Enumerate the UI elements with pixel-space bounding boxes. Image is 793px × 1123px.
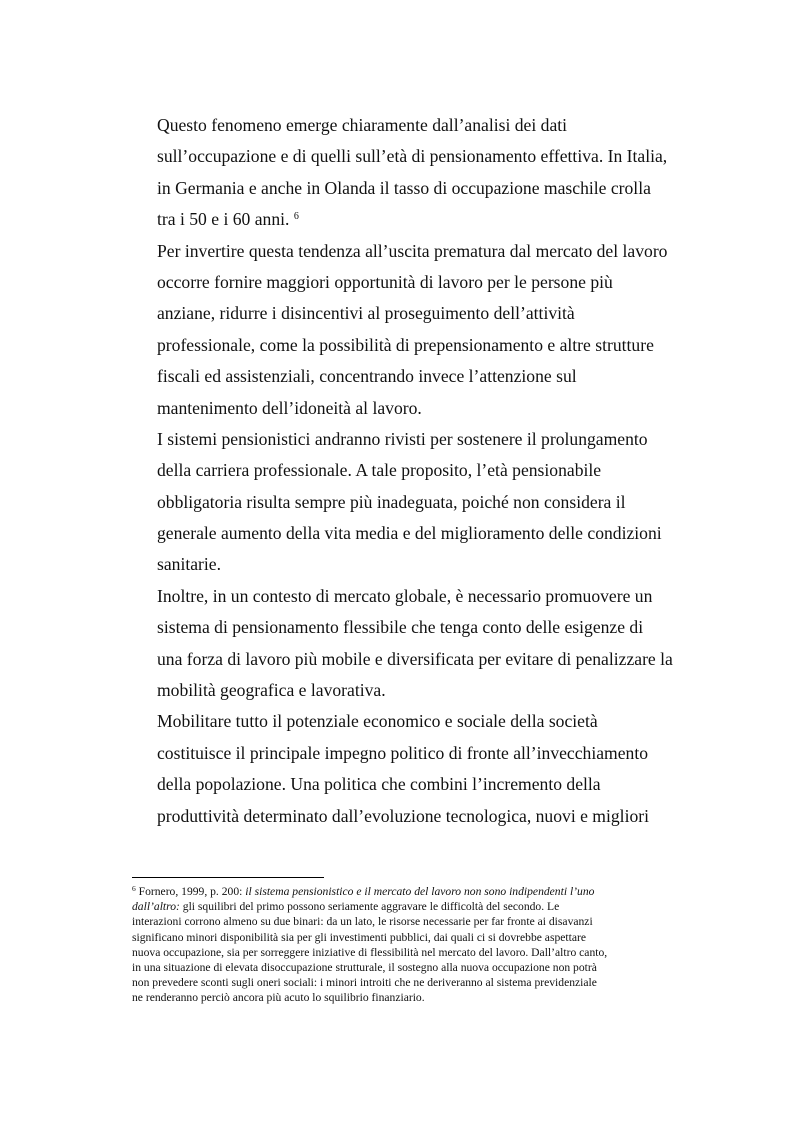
footnote-reference[interactable]: 6 (293, 211, 299, 223)
footnote-line: interazioni corrono almeno su due binari: da un lato, le risorse necessarie per far fronte ai disavanzi (132, 915, 593, 929)
body-line-text: tra i 50 e i 60 anni. (157, 209, 290, 230)
body-line: Inoltre, in un contesto di mercato globale, è necessario promuovere un (157, 585, 653, 606)
footnote (132, 884, 692, 1006)
body-line: professionale, come la possibilità di prepensionamento e altre strutture (157, 334, 654, 355)
body-line: mantenimento dell’idoneità al lavoro. (157, 397, 422, 418)
footnote-line: non prevedere sconti sugli oneri sociali: i minori introiti che ne deriveranno al sistema previdenziale (132, 976, 597, 990)
footnote-line: ne renderanno perciò ancora più acuto lo squilibrio finanziario. (132, 991, 425, 1005)
body-line: fiscali ed assistenziali, concentrando invece l’attenzione sul (157, 366, 577, 387)
body-line: occorre fornire maggiori opportunità di lavoro per le persone più (157, 271, 613, 292)
footnote-line (132, 899, 692, 914)
body-line: costituisce il principale impegno politico di fronte all’invecchiamento (157, 742, 649, 763)
body-line: sistema di pensionamento flessibile che tenga conto delle esigenze di (157, 617, 644, 638)
footnote-line: in una situazione di elevata disoccupazione strutturale, il sostegno alla nuova occupazione non potrà (132, 960, 597, 974)
body-line: Questo fenomeno emerge chiaramente dall’analisi dei dati (157, 115, 568, 135)
footnote-citation: Fornero, 1999, p. 200: (135, 885, 246, 898)
body-line: della popolazione. Una politica che combini l’incremento della (157, 774, 601, 795)
footnote-line: nuova occupazione, sia per sorreggere iniziative di flessibilità nel mercato del lavoro. Dall’altro canto, (132, 945, 608, 959)
body-line: Per invertire questa tendenza all’uscita prematura dal mercato del lavoro (157, 240, 668, 261)
body-line: della carriera professionale. A tale proposito, l’età pensionabile (157, 460, 602, 481)
footnote-line (132, 884, 692, 899)
body-line: I sistemi pensionistici andranno rivisti per sostenere il prolungamento (157, 428, 648, 449)
body-line: generale aumento della vita media e del miglioramento delle condizioni (157, 523, 662, 544)
body-line-with-footnote-ref (157, 204, 697, 235)
footnote-line: significano minori disponibilità sia per gli investimenti pubblici, dai quali ci si dovrebbe aspettare (132, 930, 586, 944)
footnote-quote: il sistema pensionistico e il mercato del lavoro non sono indipendenti l’uno (245, 885, 595, 898)
body-line: anziane, ridurre i disincentivi al proseguimento dell’attività (157, 303, 575, 324)
body-line: produttività determinato dall’evoluzione tecnologica, nuovi e migliori (157, 805, 649, 826)
body-line: Mobilitare tutto il potenziale economico e sociale della società (157, 711, 598, 732)
body-line: sull’occupazione e di quelli sull’età di pensionamento effettiva. In Italia, (157, 146, 668, 167)
footnote-text: gli squilibri del primo possono seriamente aggravare le difficoltà del secondo. Le (179, 900, 560, 914)
footnote-quote: dall’altro: (132, 900, 180, 914)
footnote-separator (132, 877, 324, 878)
footnote-marker: 6 (132, 884, 136, 893)
body-line: obbligatoria risulta sempre più inadeguata, poiché non considera il (157, 491, 626, 512)
body-text (157, 110, 697, 832)
body-line: in Germania e anche in Olanda il tasso di occupazione maschile crolla (157, 177, 651, 198)
body-line: una forza di lavoro più mobile e diversificata per evitare di penalizzare la (157, 648, 673, 669)
body-line: sanitarie. (157, 554, 221, 575)
body-line: mobilità geografica e lavorativa. (157, 680, 386, 701)
